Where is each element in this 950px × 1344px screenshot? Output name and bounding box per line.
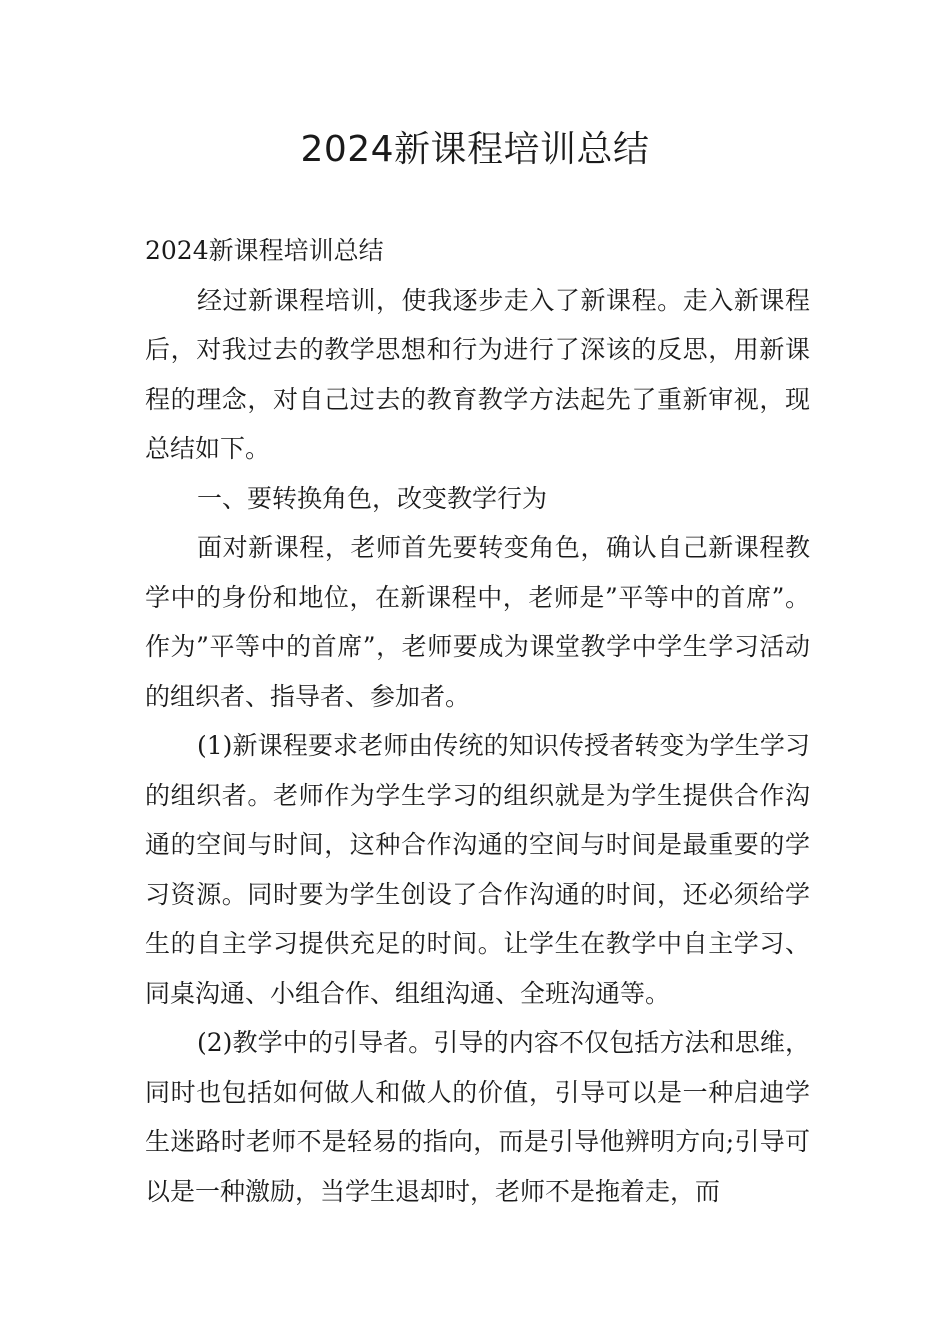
document-title: 2024新课程培训总结 xyxy=(300,129,650,170)
paragraph: (1)新课程要求老师由传统的知识传授者转变为学生学习的组织者。老师作为学生学习的组织就是为学生提供合作沟通的空间与时间，这种合作沟通的空间与时间是最重要的学习资源。同时要为学生创设了合作沟通的时间，还必须给学生的自主学习提供充足的时间。让学生在教学中自主学习、同桌沟通、小组合作、组组沟通、全班沟通等。 xyxy=(145,731,810,1008)
paragraph: 经过新课程培训，使我逐步走入了新课程。走入新课程后，对我过去的教学思想和行为进行了深该的反思，用新课程的理念，对自己过去的教育教学方法起先了重新审视，现总结如下。 xyxy=(145,285,810,463)
paragraph-subtitle: 2024新课程培训总结 xyxy=(145,236,384,265)
document-body xyxy=(145,226,810,1216)
paragraph: 面对新课程，老师首先要转变角色，确认自己新课程教学中的身份和地位，在新课程中，老师是”平等中的首席”。作为”平等中的首席”，老师要成为课堂教学中学生学习活动的组织者、指导者、参加者。 xyxy=(145,533,810,711)
section-heading: 一、要转换角色，改变教学行为 xyxy=(197,483,548,513)
paragraph: (2)教学中的引导者。引导的内容不仅包括方法和思维，同时也包括如何做人和做人的价值，引导可以是一种启迪学生迷路时老师不是轻易的指向，而是引导他辨明方向;引导可以是一种激励，当学生退却时，老师不是拖着走，而 xyxy=(145,1028,810,1206)
